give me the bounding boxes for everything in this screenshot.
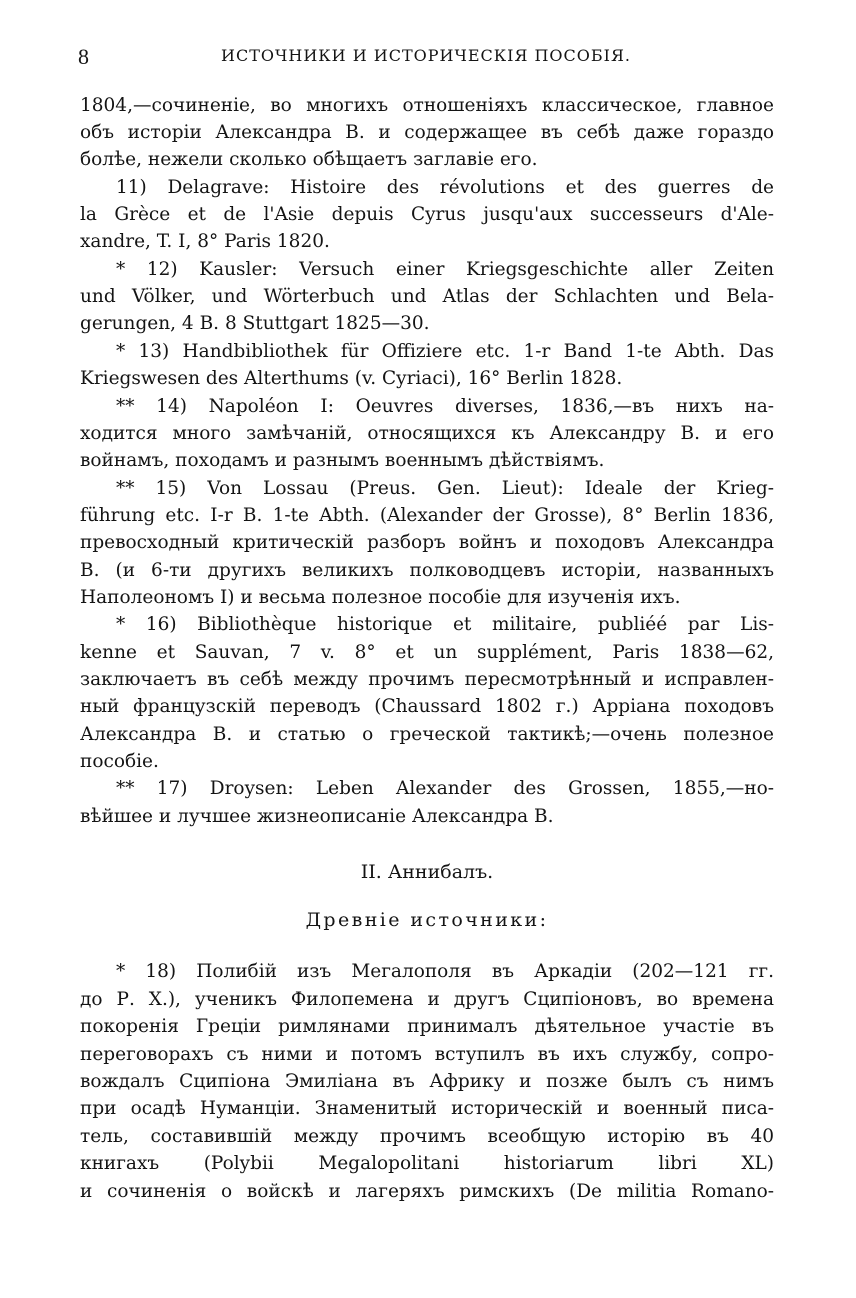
page-header — [78, 44, 774, 76]
text-line: gerungen, 4 B. 8 Stuttgart 1825—30. — [80, 313, 430, 334]
text-line: * 18) Полибій изъ Мегалополя въ Аркадіи (202—121 гг. — [116, 961, 774, 982]
page-number: 8 — [78, 44, 89, 69]
text-line: * 13) Handbibliothek für Offiziere etc. 1-r Band 1-te Abth. Das — [116, 341, 774, 362]
text-line: ** 14) Napoléon I: Oeuvres diverses, 1836,—въ нихъ на- — [116, 396, 774, 417]
text-line: ** 15) Von Lossau (Preus. Gen. Lieut): Ideale der Krieg- — [116, 478, 774, 499]
text-line: вѣйшее и лучшее жизнеописаніе Александра В. — [80, 806, 554, 827]
text-line: заключаетъ въ себѣ между прочимъ пересмотрѣнный и исправлен- — [80, 669, 774, 690]
text-line: В. (и 6-ти другихъ великихъ полководцевъ исторіи, названныхъ — [80, 560, 774, 581]
text-line: переговорахъ съ ними и потомъ вступилъ въ ихъ службу, сопро- — [80, 1044, 774, 1065]
text-line: и сочиненія о войскѣ и лагеряхъ римскихъ (De militia Romano- — [80, 1181, 774, 1202]
text-line: тель, составившій между прочимъ всеобщую исторію въ 40 — [80, 1126, 774, 1147]
text-line: kenne et Sauvan, 7 v. 8° et un supplément, Paris 1838—62, — [80, 642, 774, 663]
text-line: * 12) Kausler: Versuch einer Kriegsgeschichte aller Zeiten — [116, 259, 774, 280]
text-line: Kriegswesen des Alterthums (v. Cyriaci), 16° Berlin 1828. — [80, 368, 623, 389]
text-line: ный французскій переводъ (Chaussard 1802 г.) Арріана походовъ — [80, 696, 774, 717]
text-line: книгахъ (Polybii Megalopolitani historiarum libri XL) — [80, 1153, 774, 1174]
text-line: la Grèce et de l'Asie depuis Cyrus jusqu'aux successeurs d'Ale- — [80, 204, 774, 225]
text-line: ** 17) Droysen: Leben Alexander des Grossen, 1855,—но- — [116, 778, 774, 799]
text-line: болѣе, нежели сколько обѣщаетъ заглавіе его. — [80, 149, 538, 170]
subsection-heading: Древніе источники: — [305, 909, 549, 931]
running-title: ИСТОЧНИКИ И ИСТОРИЧЕСКІЯ ПОСОБІЯ. — [221, 46, 631, 65]
text-line: объ исторіи Александра В. и содержащее въ себѣ даже гораздо — [80, 122, 774, 143]
text-line: при осадѣ Нуманціи. Знаменитый историческій и военный писа- — [80, 1098, 774, 1119]
text-line: войнамъ, походамъ и разнымъ военнымъ дѣйствіямъ. — [80, 450, 605, 471]
text-line: und Völker, und Wörterbuch und Atlas der Schlachten und Bela- — [80, 286, 774, 307]
text-line: 1804,—сочиненіе, во многихъ отношеніяхъ классическое, главное — [80, 95, 774, 116]
text-line: покоренія Греціи римлянами принималъ дѣятельное участіе въ — [80, 1016, 774, 1037]
text-line: 11) Delagrave: Histoire des révolutions et des guerres de — [116, 177, 774, 198]
text-line: xandre, T. I, 8° Paris 1820. — [80, 231, 330, 252]
text-line: превосходный критическій разборъ войнъ и походовъ Александра — [80, 532, 774, 553]
text-line: Наполеономъ I) и весьма полезное пособіе для изученія ихъ. — [80, 587, 681, 608]
text-line: пособіе. — [80, 751, 159, 772]
section-heading: II. Аннибалъ. — [360, 861, 494, 883]
text-line: до Р. Х.), ученикъ Филопемена и другъ Сципіоновъ, во времена — [80, 989, 774, 1010]
text-line: * 16) Bibliothèque historique et militaire, publiéé par Lis- — [116, 614, 774, 635]
text-line: Александра В. и статью о греческой тактикѣ;—очень полезное — [80, 724, 774, 745]
text-line: führung etc. I-r B. 1-te Abth. (Alexander der Grosse), 8° Berlin 1836, — [80, 505, 774, 526]
text-line: вождалъ Сципіона Эмиліана въ Африку и позже былъ съ нимъ — [80, 1071, 774, 1092]
text-line: ходится много замѣчаній, относящихся къ Александру В. и его — [80, 423, 774, 444]
